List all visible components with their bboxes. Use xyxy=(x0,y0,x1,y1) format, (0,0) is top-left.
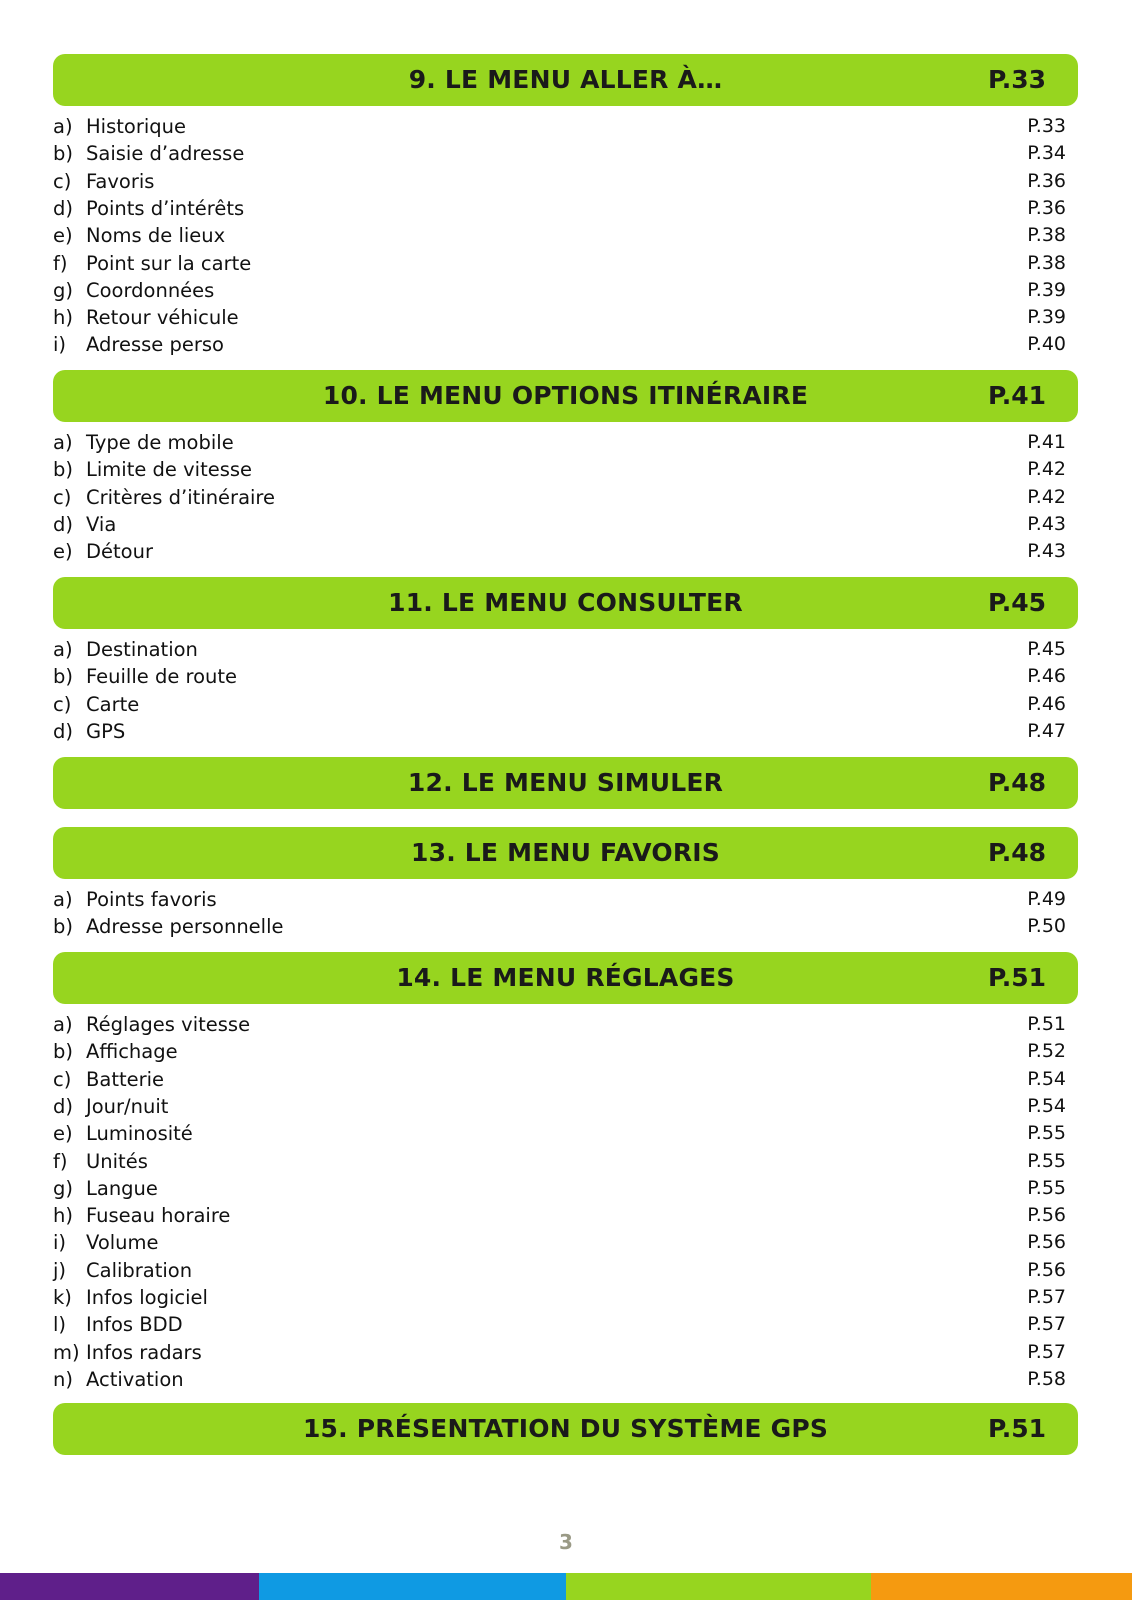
toc-item-page: P.51 xyxy=(1027,1013,1066,1035)
toc-item-letter: e) xyxy=(53,540,73,564)
section-page: P.51 xyxy=(987,1414,1046,1443)
toc-item-letter: g) xyxy=(53,278,73,302)
toc-item-page: P.38 xyxy=(1027,224,1066,247)
toc-item xyxy=(53,1038,1066,1065)
toc-item-label: Infos radars xyxy=(86,1340,202,1364)
section-page: P.41 xyxy=(987,381,1046,410)
toc-item-letter: d) xyxy=(53,196,73,220)
page-number: 3 xyxy=(559,1530,573,1554)
toc-item-label: Adresse personnelle xyxy=(86,915,284,939)
toc-item-letter: a) xyxy=(53,431,73,454)
toc-item-label: Retour véhicule xyxy=(86,306,239,330)
toc-item-page: P.57 xyxy=(1027,1286,1066,1308)
toc-item-label: Volume xyxy=(86,1231,159,1255)
section-page: P.48 xyxy=(987,768,1046,797)
toc-item xyxy=(53,195,1066,222)
toc-item-letter: a) xyxy=(53,888,73,911)
toc-item xyxy=(53,1229,1066,1256)
toc-item-label: Points favoris xyxy=(86,888,217,911)
toc-item-letter: b) xyxy=(53,1040,73,1064)
toc-item-letter: g) xyxy=(53,1176,73,1200)
toc-item-letter: i) xyxy=(53,1231,67,1255)
toc-item-label: Point sur la carte xyxy=(86,251,252,275)
toc-item-page: P.34 xyxy=(1027,142,1066,165)
toc-item-page: P.42 xyxy=(1027,458,1066,481)
section-header xyxy=(53,577,1078,629)
toc-item xyxy=(53,1257,1066,1284)
toc-item-page: P.33 xyxy=(1027,115,1066,137)
toc-item-letter: h) xyxy=(53,1204,73,1228)
toc-item xyxy=(53,663,1066,690)
toc-item-page: P.56 xyxy=(1027,1204,1066,1227)
toc-item-label: Coordonnées xyxy=(86,278,215,302)
section-page: P.51 xyxy=(987,963,1046,992)
toc-item-letter: l) xyxy=(53,1313,67,1337)
toc-item-page: P.49 xyxy=(1027,888,1066,910)
toc-item xyxy=(53,304,1066,331)
toc-item xyxy=(53,511,1066,538)
toc-item xyxy=(53,1284,1066,1311)
toc-item xyxy=(53,691,1066,718)
section-header xyxy=(53,370,1078,422)
toc-item xyxy=(53,429,1066,456)
toc-item-page: P.39 xyxy=(1027,278,1066,301)
toc-item-label: Adresse perso xyxy=(86,333,224,357)
toc-item xyxy=(53,1202,1066,1229)
toc-item-label: Type de mobile xyxy=(86,431,234,454)
toc-item xyxy=(53,456,1066,483)
toc-item xyxy=(53,1093,1066,1120)
toc-item-letter: d) xyxy=(53,719,73,743)
toc-item-label: Limite de vitesse xyxy=(86,458,253,482)
toc-item-letter: f) xyxy=(53,1149,68,1173)
toc-item-page: P.36 xyxy=(1027,169,1066,192)
toc-item-page: P.54 xyxy=(1027,1094,1066,1117)
toc-item-page: P.46 xyxy=(1027,692,1066,715)
toc-item-page: P.40 xyxy=(1027,333,1066,356)
section-page: P.45 xyxy=(987,588,1046,617)
toc-item-label: Luminosité xyxy=(86,1122,193,1146)
section-header xyxy=(53,54,1078,106)
footer-stripe-blue xyxy=(259,1573,566,1600)
toc-item-label: Historique xyxy=(86,115,186,138)
section-title: 9. LE MENU ALLER À… xyxy=(408,65,723,94)
toc-item xyxy=(53,331,1066,358)
toc-item-page: P.38 xyxy=(1027,251,1066,274)
toc-item-letter: b) xyxy=(53,142,73,166)
toc-item xyxy=(53,140,1066,167)
section-title: 12. LE MENU SIMULER xyxy=(407,768,724,797)
toc-item xyxy=(53,222,1066,249)
toc-item xyxy=(53,1011,1066,1038)
toc-item-page: P.36 xyxy=(1027,196,1066,219)
section-header xyxy=(53,1403,1078,1455)
toc-item-label: Calibration xyxy=(86,1258,193,1282)
toc-item-page: P.56 xyxy=(1027,1258,1066,1281)
section-title: 14. LE MENU RÉGLAGES xyxy=(396,963,735,992)
toc-item-page: P.39 xyxy=(1027,306,1066,329)
section-title: 13. LE MENU FAVORIS xyxy=(411,838,720,867)
toc-item-page: P.56 xyxy=(1027,1231,1066,1254)
toc-item-page: P.55 xyxy=(1027,1149,1066,1172)
toc-item-letter: a) xyxy=(53,115,73,138)
toc-item-label: Batterie xyxy=(86,1067,165,1091)
toc-item-letter: b) xyxy=(53,915,73,939)
toc-item-letter: h) xyxy=(53,306,73,330)
toc-item xyxy=(53,1148,1066,1175)
toc-item-letter: k) xyxy=(53,1286,72,1309)
toc-item-letter: j) xyxy=(53,1258,67,1282)
toc-item-page: P.52 xyxy=(1027,1040,1066,1063)
toc-item xyxy=(53,636,1066,663)
toc-item-page: P.50 xyxy=(1027,915,1066,938)
toc-item-label: Via xyxy=(86,512,117,536)
toc-item-label: Réglages vitesse xyxy=(86,1013,251,1036)
toc-item xyxy=(53,484,1066,511)
toc-item-label: Fuseau horaire xyxy=(86,1204,231,1228)
toc-item-page: P.54 xyxy=(1027,1067,1066,1090)
toc-item-label: Critères d’itinéraire xyxy=(86,485,276,509)
toc-item-page: P.57 xyxy=(1027,1340,1066,1363)
toc-item-page: P.55 xyxy=(1027,1122,1066,1145)
toc-item-label: Infos BDD xyxy=(86,1313,183,1337)
section-header xyxy=(53,952,1078,1004)
toc-item-label: Points d’intérêts xyxy=(86,196,245,220)
toc-item-page: P.46 xyxy=(1027,665,1066,688)
toc-item-label: Activation xyxy=(86,1367,184,1391)
toc-item-page: P.41 xyxy=(1027,431,1066,453)
section-title: 11. LE MENU CONSULTER xyxy=(388,588,743,617)
toc-item xyxy=(53,1120,1066,1147)
toc-item-letter: e) xyxy=(53,1122,73,1146)
toc-item-letter: e) xyxy=(53,224,73,248)
toc-item-letter: c) xyxy=(53,485,72,509)
toc-item xyxy=(53,113,1066,140)
toc-item-label: Infos logiciel xyxy=(86,1286,208,1309)
toc-item xyxy=(53,1366,1066,1393)
toc-item-label: Destination xyxy=(86,638,198,661)
toc-item-label: Saisie d’adresse xyxy=(86,142,245,166)
toc-item xyxy=(53,277,1066,304)
toc-item-letter: a) xyxy=(53,1013,73,1036)
toc-item-letter: m) xyxy=(53,1340,80,1364)
toc-item xyxy=(53,538,1066,565)
toc-item-label: Affichage xyxy=(86,1040,178,1064)
toc-item-letter: c) xyxy=(53,169,72,193)
section-page: P.33 xyxy=(987,65,1046,94)
toc-item-letter: i) xyxy=(53,333,67,357)
toc-item-label: Jour/nuit xyxy=(86,1094,169,1118)
toc-item-label: Favoris xyxy=(86,169,155,193)
section-title: 10. LE MENU OPTIONS ITINÉRAIRE xyxy=(322,381,809,410)
section-title: 15. PRÉSENTATION DU SYSTÈME GPS xyxy=(302,1414,829,1443)
toc-item-letter: n) xyxy=(53,1367,73,1391)
toc-item-letter: a) xyxy=(53,638,73,661)
toc-item xyxy=(53,886,1066,913)
footer-color-stripes xyxy=(0,1573,1132,1600)
toc-item-page: P.43 xyxy=(1027,512,1066,535)
toc-item xyxy=(53,1339,1066,1366)
toc-item-label: Détour xyxy=(86,540,153,564)
footer-stripe-purple xyxy=(0,1573,259,1600)
toc-item xyxy=(53,718,1066,745)
toc-item-letter: c) xyxy=(53,692,72,716)
toc-item-page: P.45 xyxy=(1027,638,1066,660)
toc-item xyxy=(53,250,1066,277)
toc-item-label: Langue xyxy=(86,1176,158,1200)
toc-item xyxy=(53,168,1066,195)
toc-item-page: P.43 xyxy=(1027,540,1066,563)
toc-item-page: P.47 xyxy=(1027,719,1066,742)
toc-item-label: Carte xyxy=(86,692,140,716)
toc-item-label: Unités xyxy=(86,1149,148,1173)
toc-item-letter: b) xyxy=(53,458,73,482)
toc-item-page: P.57 xyxy=(1027,1313,1066,1336)
section-header xyxy=(53,757,1078,809)
toc-item-label: Noms de lieux xyxy=(86,224,226,248)
toc-item-letter: d) xyxy=(53,512,73,536)
section-header xyxy=(53,827,1078,879)
footer-stripe-orange xyxy=(871,1573,1132,1600)
toc-item xyxy=(53,1311,1066,1338)
toc-item-letter: f) xyxy=(53,251,68,275)
toc-item xyxy=(53,1175,1066,1202)
toc-item xyxy=(53,1066,1066,1093)
section-page: P.48 xyxy=(987,838,1046,867)
toc-item-letter: d) xyxy=(53,1094,73,1118)
toc-item-page: P.42 xyxy=(1027,485,1066,508)
toc-item-label: GPS xyxy=(86,719,126,743)
toc-item-page: P.55 xyxy=(1027,1176,1066,1199)
toc-item-letter: c) xyxy=(53,1067,72,1091)
footer-stripe-green xyxy=(566,1573,871,1600)
toc-item-page: P.58 xyxy=(1027,1367,1066,1390)
toc-item xyxy=(53,913,1066,940)
toc-item-label: Feuille de route xyxy=(86,665,238,689)
toc-item-letter: b) xyxy=(53,665,73,689)
